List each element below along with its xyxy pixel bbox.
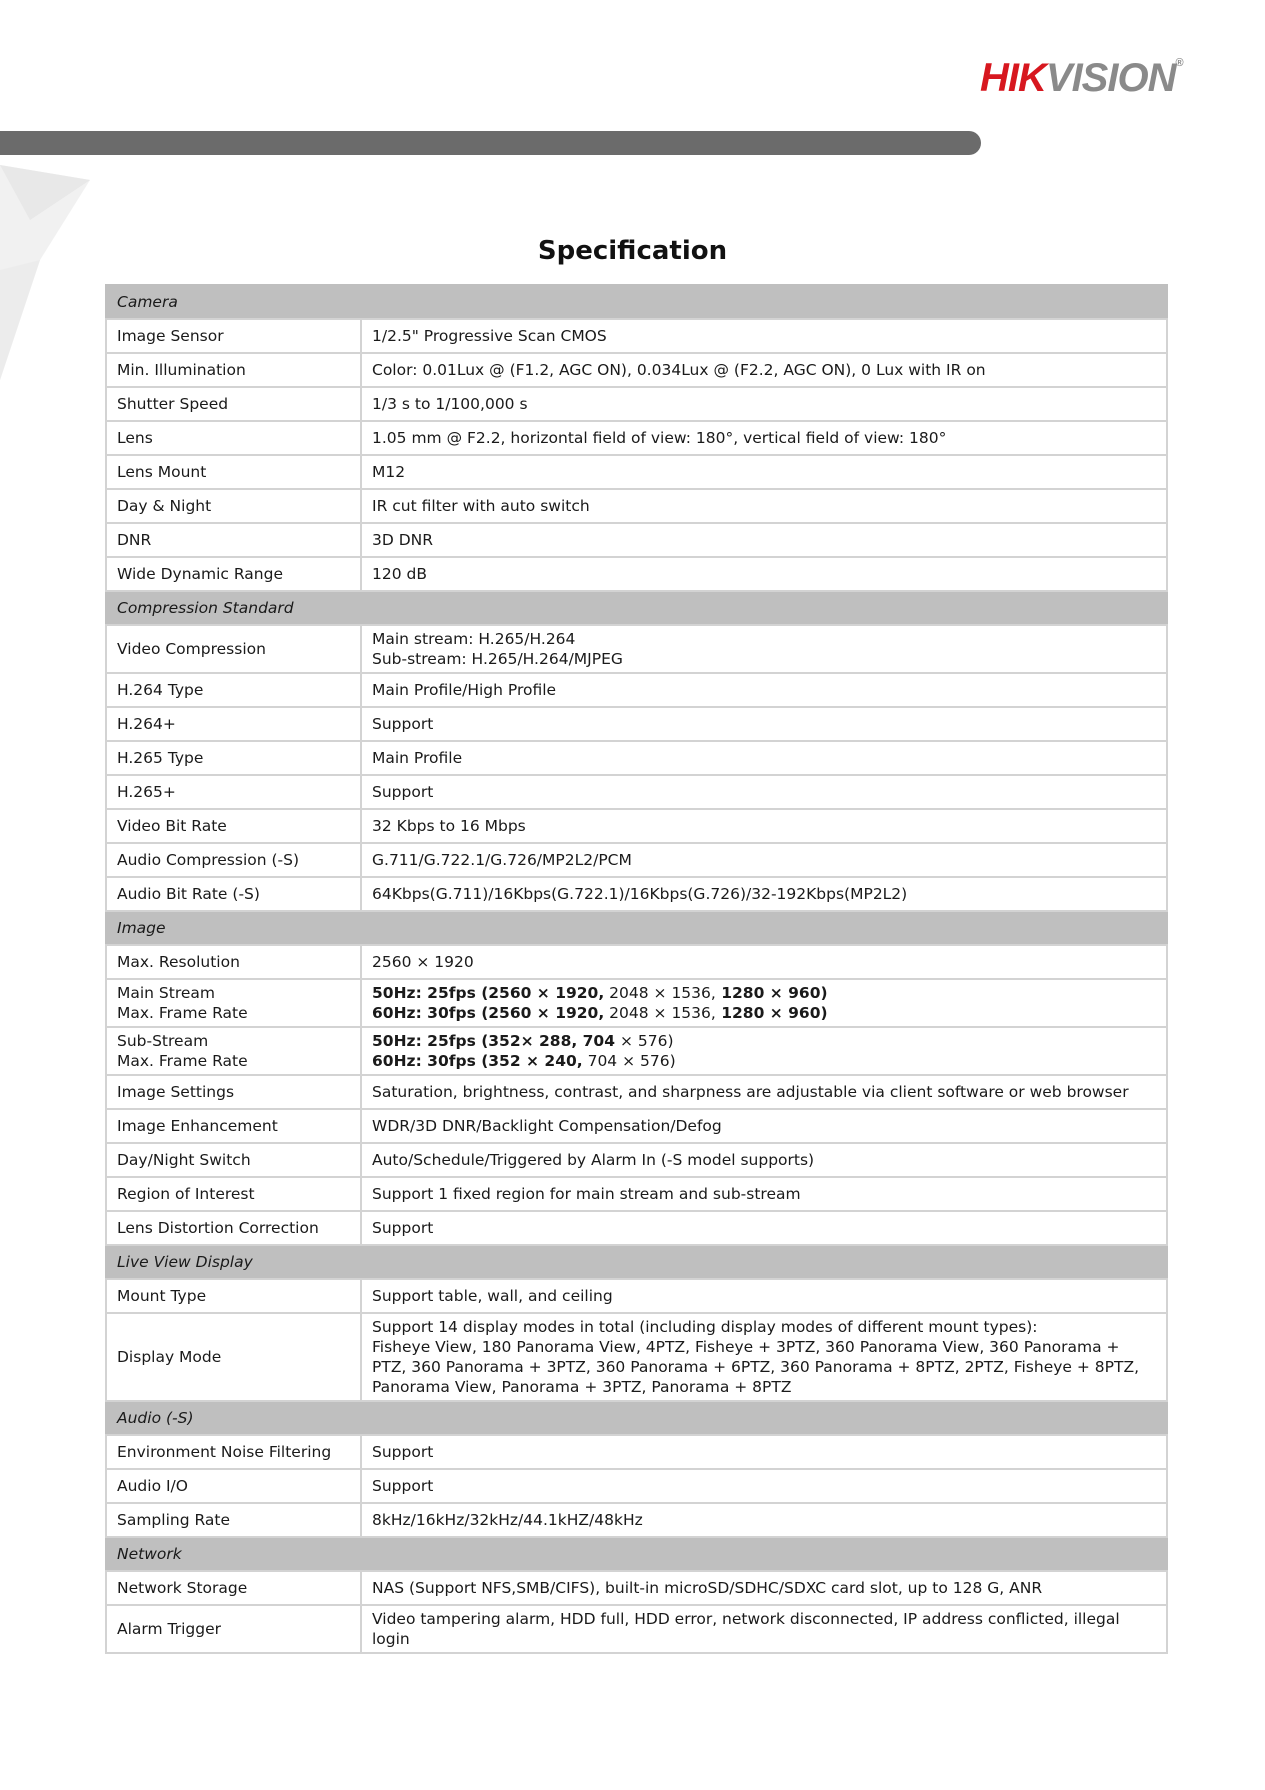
table-row <box>106 523 1167 557</box>
spec-label: Lens Distortion Correction <box>106 1211 361 1245</box>
spec-label: Network Storage <box>106 1571 361 1605</box>
section-heading: Compression Standard <box>106 591 1167 625</box>
value-normal: 2048 × 1536, <box>604 984 716 1002</box>
logo-text-vision: VISION <box>1045 56 1176 100</box>
table-row <box>106 1143 1167 1177</box>
value-bold: 1280 × 960) <box>715 984 828 1002</box>
table-row <box>106 557 1167 591</box>
spec-value: Support 1 fixed region for main stream and sub-stream <box>361 1177 1167 1211</box>
spec-value: M12 <box>361 455 1167 489</box>
spec-value: Support <box>361 1435 1167 1469</box>
spec-label: Image Sensor <box>106 319 361 353</box>
table-row <box>106 945 1167 979</box>
section-heading: Live View Display <box>106 1245 1167 1279</box>
label-line: Sub-Stream <box>117 1032 209 1050</box>
spec-label: Sampling Rate <box>106 1503 361 1537</box>
table-row <box>106 1605 1167 1653</box>
spec-value: IR cut filter with auto switch <box>361 489 1167 523</box>
spec-label: DNR <box>106 523 361 557</box>
table-row <box>106 1469 1167 1503</box>
section-live-view-display <box>106 1245 1167 1279</box>
spec-label <box>106 1027 361 1075</box>
table-row <box>106 1109 1167 1143</box>
spec-label: Wide Dynamic Range <box>106 557 361 591</box>
spec-value: 3D DNR <box>361 523 1167 557</box>
spec-label: H.265 Type <box>106 741 361 775</box>
spec-value: Support table, wall, and ceiling <box>361 1279 1167 1313</box>
spec-value: Support <box>361 1469 1167 1503</box>
hikvision-logo <box>980 58 1183 98</box>
table-row <box>106 455 1167 489</box>
decorative-star-shape <box>0 150 100 410</box>
table-row <box>106 1313 1167 1401</box>
table-row <box>106 387 1167 421</box>
spec-value: Support <box>361 707 1167 741</box>
spec-label: Day/Night Switch <box>106 1143 361 1177</box>
value-bold: 50Hz: 25fps (2560 × 1920, <box>372 984 605 1002</box>
value-line <box>372 983 1156 1003</box>
specification-table <box>105 284 1168 1654</box>
table-row <box>106 775 1167 809</box>
table-row <box>106 421 1167 455</box>
value-line <box>372 1031 1156 1051</box>
spec-value: Saturation, brightness, contrast, and sharpness are adjustable via client software or web browser <box>361 1075 1167 1109</box>
spec-label: H.264 Type <box>106 673 361 707</box>
spec-label: Video Bit Rate <box>106 809 361 843</box>
value-line: Main stream: H.265/H.264 <box>372 630 576 648</box>
value-line: Fisheye View, 180 Panorama View, 4PTZ, Fisheye + 3PTZ, 360 Panorama View, 360 Panorama + PTZ, 360 Panorama + 3PTZ, 360 Panorama + 6PTZ, 360 Panorama + 8PTZ, 2PTZ, Fisheye + 8PTZ, Panorama View, Panorama + 3PTZ, Panorama + 8PTZ <box>372 1338 1140 1396</box>
spec-value <box>361 1313 1167 1401</box>
value-bold: 1280 × 960) <box>715 1004 828 1022</box>
table-row <box>106 1279 1167 1313</box>
table-row <box>106 489 1167 523</box>
value-bold: 50Hz: 25fps (352× 288, 704 <box>372 1032 616 1050</box>
spec-value: Color: 0.01Lux @ (F1.2, AGC ON), 0.034Lux @ (F2.2, AGC ON), 0 Lux with IR on <box>361 353 1167 387</box>
value-line: Support 14 display modes in total (including display modes of different mount types): <box>372 1318 1038 1336</box>
spec-value: 64Kbps(G.711)/16Kbps(G.722.1)/16Kbps(G.726)/32-192Kbps(MP2L2) <box>361 877 1167 911</box>
spec-label: Mount Type <box>106 1279 361 1313</box>
table-row <box>106 319 1167 353</box>
spec-label: Day & Night <box>106 489 361 523</box>
table-row <box>106 979 1167 1027</box>
spec-label: H.265+ <box>106 775 361 809</box>
value-line <box>372 1051 1156 1071</box>
table-row <box>106 741 1167 775</box>
spec-value: WDR/3D DNR/Backlight Compensation/Defog <box>361 1109 1167 1143</box>
spec-value <box>361 625 1167 673</box>
section-heading: Camera <box>106 285 1167 319</box>
spec-label: Max. Resolution <box>106 945 361 979</box>
spec-value: 1/2.5" Progressive Scan CMOS <box>361 319 1167 353</box>
value-bold: 60Hz: 30fps (352 × 240, <box>372 1052 583 1070</box>
section-heading: Network <box>106 1537 1167 1571</box>
spec-value: Auto/Schedule/Triggered by Alarm In (-S model supports) <box>361 1143 1167 1177</box>
spec-label: H.264+ <box>106 707 361 741</box>
spec-label: Display Mode <box>106 1313 361 1401</box>
section-camera <box>106 285 1167 319</box>
spec-label: Audio I/O <box>106 1469 361 1503</box>
spec-value: Main Profile <box>361 741 1167 775</box>
value-normal: 2048 × 1536, <box>604 1004 716 1022</box>
spec-value: Support <box>361 775 1167 809</box>
table-row <box>106 1075 1167 1109</box>
spec-value: 1/3 s to 1/100,000 s <box>361 387 1167 421</box>
spec-value: Main Profile/High Profile <box>361 673 1167 707</box>
table-row <box>106 625 1167 673</box>
label-line: Main Stream <box>117 984 216 1002</box>
value-line <box>372 1003 1156 1023</box>
label-line: Max. Frame Rate <box>117 1004 248 1022</box>
table-row <box>106 353 1167 387</box>
spec-value: 120 dB <box>361 557 1167 591</box>
table-row <box>106 1177 1167 1211</box>
spec-value: NAS (Support NFS,SMB/CIFS), built-in microSD/SDHC/SDXC card slot, up to 128 G, ANR <box>361 1571 1167 1605</box>
value-line: Sub-stream: H.265/H.264/MJPEG <box>372 650 623 668</box>
registered-mark: ® <box>1175 57 1183 69</box>
spec-label: Image Enhancement <box>106 1109 361 1143</box>
spec-value <box>361 1027 1167 1075</box>
table-row <box>106 673 1167 707</box>
spec-label: Region of Interest <box>106 1177 361 1211</box>
spec-value <box>361 979 1167 1027</box>
spec-value: 1.05 mm @ F2.2, horizontal field of view: 180°, vertical field of view: 180° <box>361 421 1167 455</box>
table-row <box>106 809 1167 843</box>
spec-label: Lens <box>106 421 361 455</box>
table-row <box>106 707 1167 741</box>
label-line: Max. Frame Rate <box>117 1052 248 1070</box>
spec-value: 8kHz/16kHz/32kHz/44.1kHZ/48kHz <box>361 1503 1167 1537</box>
section-network <box>106 1537 1167 1571</box>
table-row <box>106 1571 1167 1605</box>
logo-text-hik: HIK <box>980 56 1046 100</box>
spec-label: Audio Bit Rate (-S) <box>106 877 361 911</box>
table-row <box>106 843 1167 877</box>
value-normal: × 576) <box>615 1032 674 1050</box>
value-bold: 60Hz: 30fps (2560 × 1920, <box>372 1004 605 1022</box>
page-title: Specification <box>537 236 728 266</box>
section-heading: Image <box>106 911 1167 945</box>
section-image <box>106 911 1167 945</box>
value-normal: 704 × 576) <box>582 1052 676 1070</box>
table-row <box>106 1503 1167 1537</box>
spec-value: Support <box>361 1211 1167 1245</box>
section-compression-standard <box>106 591 1167 625</box>
spec-value: 32 Kbps to 16 Mbps <box>361 809 1167 843</box>
header-bar <box>0 131 981 155</box>
spec-label: Shutter Speed <box>106 387 361 421</box>
spec-label: Lens Mount <box>106 455 361 489</box>
spec-value: 2560 × 1920 <box>361 945 1167 979</box>
spec-label: Min. Illumination <box>106 353 361 387</box>
table-row <box>106 1435 1167 1469</box>
spec-label: Environment Noise Filtering <box>106 1435 361 1469</box>
section-heading: Audio (-S) <box>106 1401 1167 1435</box>
table-row <box>106 877 1167 911</box>
table-row <box>106 1027 1167 1075</box>
section-audio <box>106 1401 1167 1435</box>
spec-value: G.711/G.722.1/G.726/MP2L2/PCM <box>361 843 1167 877</box>
spec-value: Video tampering alarm, HDD full, HDD error, network disconnected, IP address conflicted, illegal login <box>361 1605 1167 1653</box>
spec-label <box>106 979 361 1027</box>
spec-label: Video Compression <box>106 625 361 673</box>
spec-label: Alarm Trigger <box>106 1605 361 1653</box>
spec-label: Image Settings <box>106 1075 361 1109</box>
spec-label: Audio Compression (-S) <box>106 843 361 877</box>
table-row <box>106 1211 1167 1245</box>
